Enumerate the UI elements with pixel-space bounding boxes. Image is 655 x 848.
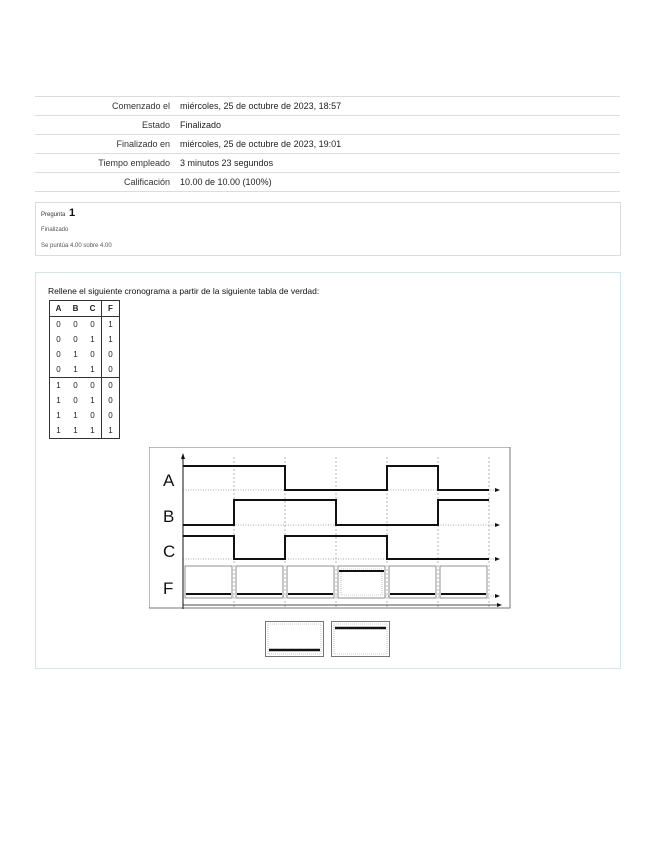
signal-label-b: B [163,507,175,526]
truth-table-cell: 0 [73,396,78,405]
f-slot[interactable] [389,566,436,598]
truth-table-cell: 0 [102,347,120,362]
summary-row-started [35,97,620,116]
question-content-box [35,272,621,669]
truth-table-cell: 0 [90,350,95,359]
truth-table-cell: 1 [50,378,68,394]
attempt-summary-table [35,96,620,192]
choice-low[interactable] [265,621,324,657]
summary-value: miércoles, 25 de octubre de 2023, 18:57 [175,97,620,116]
truth-table-cell: 1 [56,411,61,420]
summary-label: Calificación [35,173,175,192]
truth-table-header-cell: A [50,301,68,317]
truth-table-cell: 0 [67,378,84,394]
summary-label: Tiempo empleado [35,154,175,173]
truth-table-cell: 0 [56,350,61,359]
truth-table-cell: 0 [73,320,78,329]
truth-table-cell: 0 [56,335,61,344]
truth-table-header-cell: B [67,301,84,317]
truth-table-cell: 1 [90,335,95,344]
f-slot[interactable] [185,566,232,598]
truth-table-cell: 1 [90,426,95,435]
truth-table-cell: 1 [56,396,61,405]
summary-value: Finalizado [175,116,620,135]
summary-row-state [35,116,620,135]
truth-table-cell: 1 [90,365,95,374]
f-slot[interactable] [440,566,487,598]
choice-high-signal-icon [332,622,389,656]
f-slot[interactable] [287,566,334,598]
question-grade: Se puntúa 4.00 sobre 4.00 [41,243,112,249]
summary-value: 3 minutos 23 segundos [175,154,620,173]
truth-table-cell: 1 [56,426,61,435]
choice-low-signal-icon [266,622,323,656]
truth-table-cell: 1 [102,423,120,439]
truth-table-cell: 1 [73,365,78,374]
choice-high[interactable] [331,621,390,657]
summary-label: Estado [35,116,175,135]
question-number [41,207,75,219]
truth-table-cell: 0 [56,320,61,329]
truth-table-cell: 0 [102,362,120,378]
truth-table-row [50,423,120,439]
truth-table-cell: 0 [56,365,61,374]
truth-table-header-cell: F [102,301,120,317]
truth-table-row [50,347,120,362]
truth-table [49,300,120,439]
question-text: Rellene el siguiente cronograma a partir de la siguiente tabla de verdad: [48,286,320,296]
question-state: Finalizado [41,227,69,233]
truth-table-cell: 0 [73,335,78,344]
truth-table-cell: 0 [102,378,120,394]
truth-table-cell: 0 [90,320,95,329]
summary-row-finished [35,135,620,154]
truth-table-row [50,408,120,423]
timing-diagram [149,447,511,609]
summary-row-grade [35,173,620,192]
truth-table-row [50,332,120,347]
truth-table-cell: 0 [102,408,120,423]
summary-value: miércoles, 25 de octubre de 2023, 19:01 [175,135,620,154]
truth-table-header [50,301,120,317]
truth-table-cell: 0 [102,393,120,408]
truth-table-cell: 1 [90,396,95,405]
truth-table-cell: 1 [73,350,78,359]
summary-label: Finalizado en [35,135,175,154]
signal-label-f: F [163,579,174,598]
summary-row-time [35,154,620,173]
f-slot[interactable] [338,566,385,598]
truth-table-cell: 1 [102,332,120,347]
truth-table-row [50,378,120,394]
signal-label-a: A [163,471,175,490]
truth-table-row [50,362,120,378]
signal-label-c: C [163,542,176,561]
truth-table-row [50,317,120,333]
truth-table-cell: 0 [84,378,102,394]
truth-table-cell: 1 [73,426,78,435]
truth-table-row [50,393,120,408]
f-slot[interactable] [236,566,283,598]
truth-table-cell: 0 [90,411,95,420]
truth-table-cell: 1 [102,317,120,333]
summary-value: 10.00 de 10.00 (100%) [175,173,620,192]
question-info-box [35,202,621,256]
question-prefix: Pregunta [41,212,66,218]
truth-table-header-cell: C [84,301,102,317]
question-number-value: 1 [69,207,76,219]
truth-table-cell: 1 [73,411,78,420]
summary-label: Comenzado el [35,97,175,116]
